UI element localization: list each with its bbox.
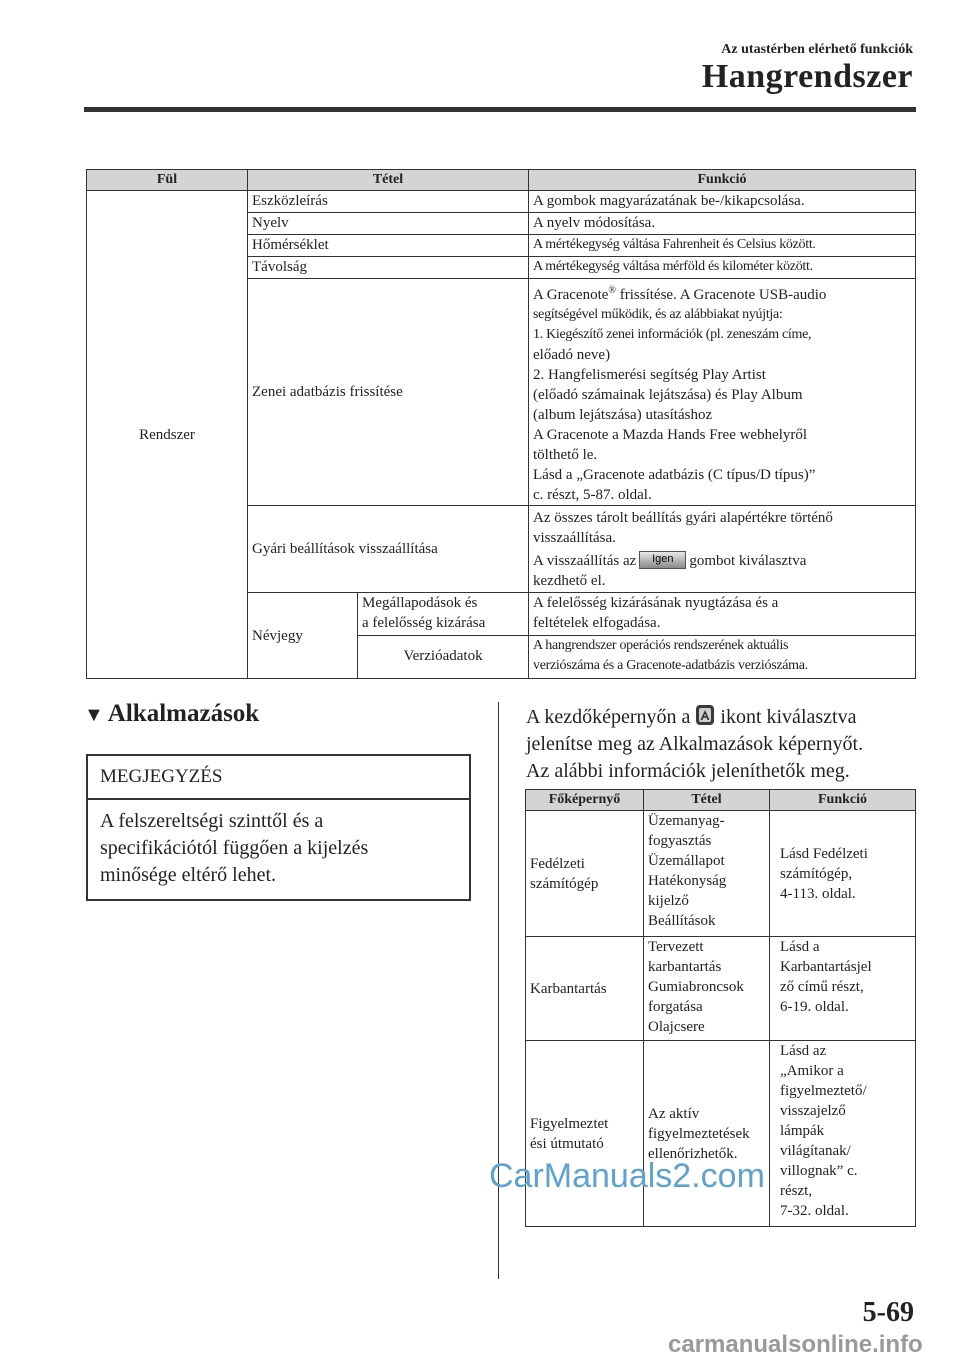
table-row: [526, 937, 916, 1041]
note-heading: MEGJEGYZÉS: [88, 756, 469, 800]
col-header-item: Tétel: [248, 170, 529, 191]
screen-cell: Karbantartás: [526, 937, 644, 1041]
function-cell: Lásd a Karbantartásjel ző című részt, 6-19. oldal.: [770, 937, 916, 1041]
col-header-tab: Fül: [87, 170, 248, 191]
screen-cell: Figyelmeztet ési útmutató: [526, 1041, 644, 1227]
table-row: [87, 191, 916, 213]
watermark-carmanuals2: CarManuals2.com: [489, 1157, 765, 1195]
function-cell: Lásd az „Amikor a figyelmeztető/ visszajelző lámpák világítanak/ villognak” c. részt, 7-32. oldal.: [770, 1041, 916, 1227]
col-header-function: Funkció: [770, 790, 916, 811]
applications-icon: [695, 704, 715, 726]
items-cell: Üzemanyag- fogyasztás Üzemállapot Hatékonyság kijelző Beállítások: [644, 811, 770, 937]
col-header-screen: Főképernyő: [526, 790, 644, 811]
page-title: Hangrendszer: [701, 58, 913, 95]
item-cell: Gyári beállítások visszaállítása: [248, 506, 529, 593]
note-box: [86, 754, 471, 901]
item-cell: Névjegy: [248, 593, 358, 679]
function-cell: A felelősség kizárásának nyugtázása és a feltételek elfogadása.: [529, 593, 916, 636]
item-cell: Hőmérséklet: [248, 235, 529, 257]
yes-key-icon: Igen: [639, 551, 686, 569]
section-subtitle: Az utastérben elérhető funkciók: [721, 42, 913, 57]
table-row: [526, 811, 916, 937]
screen-cell: Fedélzeti számítógép: [526, 811, 644, 937]
item-cell: Zenei adatbázis frissítése: [248, 279, 529, 506]
function-cell: A mértékegység váltása Fahrenheit és Celsius között.: [529, 235, 916, 257]
col-header-item: Tétel: [644, 790, 770, 811]
subitem-cell: Verzióadatok: [358, 636, 529, 679]
page-number: 5-69: [862, 1297, 914, 1328]
triangle-marker-icon: ▼: [84, 704, 104, 726]
function-cell: Lásd Fedélzeti számítógép, 4-113. oldal.: [770, 811, 916, 937]
col-header-function: Funkció: [529, 170, 916, 191]
system-settings-table: [86, 169, 916, 679]
header-rule: [84, 107, 916, 112]
intro-paragraph: A kezdőképernyőn a ikont kiválasztva jelenítse meg az Alkalmazások képernyőt. Az alábbi információk jeleníthetők meg.: [526, 706, 864, 782]
section-heading: ▼ Alkalmazások: [84, 700, 260, 727]
group-cell-system: Rendszer: [87, 191, 248, 679]
function-cell: Az összes tárolt beállítás gyári alapértékre történő visszaállítása. A visszaállítás az Igen gombot kiválasztva kezdhető el.: [529, 506, 916, 593]
note-body: A felszereltségi szinttől és a specifikációtól függően a kijelzés minősége eltérő lehet.: [100, 810, 369, 886]
item-cell: Távolság: [248, 257, 529, 279]
items-cell: Az aktív figyelmeztetések ellenőrizhetők.: [644, 1041, 770, 1227]
table-row: [526, 1041, 916, 1227]
function-cell: A Gracenote® frissítése. A Gracenote USB-audio segítségével működik, és az alábbiakat nyújtja: 1. Kiegészítő zenei információk (pl. zeneszám címe, előadó neve) 2. Hangfelismerési segítség Play Artist (előadó számainak lejátszása) és Play Album (album lejátszása) utasításhoz A Gracenote a Mazda Hands Free webhelyről tölthető le. Lásd a „Gracenote adatbázis (C típus/D típus)” c. részt, 5-87. oldal.: [529, 279, 916, 506]
function-cell: A nyelv módosítása.: [529, 213, 916, 235]
watermark-carmanualsonline: carmanualsonline.info: [668, 1331, 923, 1358]
subitem-cell: Megállapodások és a felelősség kizárása: [358, 593, 529, 636]
table-header-row: [526, 790, 916, 811]
item-cell: Nyelv: [248, 213, 529, 235]
function-cell: A gombok magyarázatának be-/kikapcsolása.: [529, 191, 916, 213]
function-cell: A mértékegység váltása mérföld és kilométer között.: [529, 257, 916, 279]
items-cell: Tervezett karbantartás Gumiabroncsok forgatása Olajcsere: [644, 937, 770, 1041]
table-header-row: [87, 170, 916, 191]
item-cell: Eszközleírás: [248, 191, 529, 213]
function-cell: A hangrendszer operációs rendszerének aktuális verziószáma és a Gracenote-adatbázis verziószáma.: [529, 636, 916, 679]
